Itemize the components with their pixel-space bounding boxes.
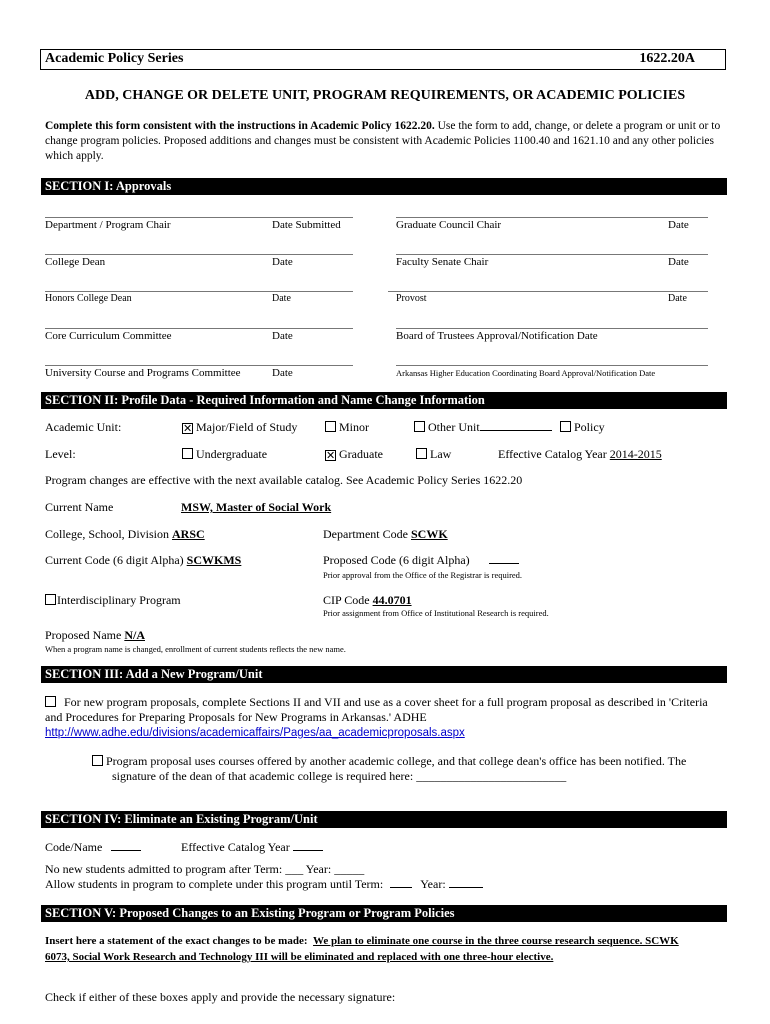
level-option-law[interactable]: Law: [416, 447, 451, 462]
series-title: Academic Policy Series: [45, 51, 184, 66]
effective-note: Program changes are effective with the next available catalog. See Academic Policy Series 1622.20: [45, 473, 523, 487]
code-name-field: Code/Name: [45, 840, 141, 855]
level-label: Level:: [45, 447, 76, 461]
sig-line[interactable]: [45, 328, 353, 329]
unit-option-other[interactable]: Other Unit: [414, 420, 552, 435]
checkbox-icon[interactable]: [416, 448, 427, 459]
dept-code-field: Department Code SCWK: [323, 527, 448, 541]
sig-label: Board of Trustees Approval/Notification Date: [396, 330, 598, 342]
college-value[interactable]: ARSC: [172, 527, 205, 541]
sig-line[interactable]: [45, 291, 353, 292]
elim-catalog-blank[interactable]: [293, 840, 323, 851]
registrar-note: Prior approval from the Office of the Registrar is required.: [323, 570, 523, 580]
other-college-text: Program proposal uses courses offered by another academic college, and that college dean's office has been notified. The signature of the dean of that academic college is required here: _________________________: [92, 754, 722, 784]
proposed-code-field: Proposed Code (6 digit Alpha): [323, 553, 519, 568]
interdisciplinary-option[interactable]: Interdisciplinary Program: [45, 593, 181, 608]
current-code-field: Current Code (6 digit Alpha) SCWKMS: [45, 553, 242, 567]
code-name-blank[interactable]: [111, 840, 141, 851]
term-blank[interactable]: [390, 877, 412, 888]
checkbox-icon[interactable]: [560, 421, 571, 432]
sig-line[interactable]: [388, 291, 708, 292]
sig-label: Arkansas Higher Education Coordinating Board Approval/Notification Date: [396, 368, 656, 378]
changes-statement: [45, 933, 695, 965]
checkbox-checked-icon[interactable]: ✕: [183, 423, 193, 435]
sig-date: Date: [272, 256, 293, 268]
level-option-undergrad[interactable]: Undergraduate: [182, 447, 267, 462]
checkbox-icon[interactable]: [45, 696, 56, 707]
checkbox-checked-icon[interactable]: ✕: [326, 450, 336, 462]
sig-line[interactable]: [396, 328, 708, 329]
sig-label: University Course and Programs Committee: [45, 367, 241, 379]
check-note: Check if either of these boxes apply and provide the necessary signature:: [45, 990, 396, 1004]
sig-label: Graduate Council Chair: [396, 219, 502, 231]
current-name-label: Current Name: [45, 500, 114, 514]
sig-date: Date Submitted: [272, 219, 341, 231]
proposed-name-field: Proposed Name N/A: [45, 628, 145, 642]
section-3-header: SECTION III: Add a New Program/Unit: [41, 666, 727, 683]
sig-date: Date: [668, 256, 689, 268]
intro-rest: Use the form to add, change, or delete a program or unit or to change program policies. Proposed additions and changes must be consistent with Academic Policies 1100.40 and 1621.10 and any other policies which apply.: [45, 120, 721, 162]
year-blank[interactable]: [449, 877, 483, 888]
sig-line[interactable]: [45, 217, 353, 218]
sig-line[interactable]: [396, 365, 708, 366]
academic-unit-label: Academic Unit:: [45, 420, 122, 434]
changes-value[interactable]: We plan to eliminate one course in the three course research sequence. SCWK 6073, Social Work Research and Technology III will be eliminated and replaced with one three-hour elective.: [45, 935, 679, 963]
cip-code-value[interactable]: 44.0701: [372, 593, 412, 607]
sig-line[interactable]: [45, 254, 353, 255]
sig-date: Date: [272, 293, 291, 304]
sig-label: Honors College Dean: [45, 293, 132, 304]
sig-label: College Dean: [45, 256, 106, 268]
proposed-name-value[interactable]: N/A: [124, 628, 145, 642]
sig-date: Date: [668, 219, 689, 231]
dept-code-value[interactable]: SCWK: [410, 527, 448, 541]
level-option-graduate[interactable]: ✕ Graduate: [326, 447, 383, 462]
checkbox-icon[interactable]: [414, 421, 425, 432]
sig-line[interactable]: [45, 365, 353, 366]
current-code-value[interactable]: SCWKMS: [186, 553, 242, 567]
adhe-link[interactable]: http://www.adhe.edu/divisions/academicaffairs/Pages/aa_academicproposals.aspx: [45, 727, 465, 739]
cip-code-field: CIP Code 44.0701: [323, 593, 412, 607]
cip-note: Prior assignment from Office of Institutional Research is required.: [323, 608, 549, 618]
allow-students-line: Allow students in program to complete under this program until Term: Year:: [45, 877, 483, 892]
sig-label: Faculty Senate Chair: [396, 256, 489, 268]
new-program-text: For new program proposals, complete Sections II and VII and use as a cover sheet for a full program proposal as described in 'Criteria and Procedures for Preparing Proposals for New Programs in Arkansas.' ADHE http://www.adhe.edu/divisions/academicaffairs/Pages/aa_academicproposals.aspx: [45, 695, 708, 739]
sig-label: Core Curriculum Committee: [45, 330, 172, 342]
other-unit-blank[interactable]: [480, 420, 552, 431]
unit-option-policy[interactable]: Policy: [560, 420, 605, 435]
sig-date: Date: [272, 330, 293, 342]
policy-number: 1622.20A: [639, 51, 695, 66]
catalog-year-value[interactable]: 2014-2015: [609, 447, 662, 461]
current-name-value[interactable]: MSW, Master of Social Work: [181, 500, 332, 514]
section-1-header: SECTION I: Approvals: [41, 178, 727, 195]
elim-catalog-field: Effective Catalog Year: [181, 840, 323, 855]
section-5-header: SECTION V: Proposed Changes to an Existing Program or Program Policies: [41, 905, 727, 922]
section-2-header: SECTION II: Profile Data - Required Information and Name Change Information: [41, 392, 727, 409]
intro-text: [45, 119, 725, 164]
sig-date: Date: [668, 293, 687, 304]
intro-bold: Complete this form consistent with the instructions in Academic Policy 1622.20.: [45, 120, 435, 132]
proposed-code-blank[interactable]: [489, 553, 519, 564]
sig-line[interactable]: [396, 217, 708, 218]
sig-line[interactable]: [396, 254, 708, 255]
checkbox-icon[interactable]: [182, 448, 193, 459]
form-title: ADD, CHANGE OR DELETE UNIT, PROGRAM REQUIREMENTS, OR ACADEMIC POLICIES: [84, 88, 686, 103]
unit-option-minor[interactable]: Minor: [325, 420, 369, 435]
changes-lead: Insert here a statement of the exact changes to be made:: [45, 935, 308, 947]
catalog-year: Effective Catalog Year 2014-2015: [498, 447, 662, 461]
sig-label: Department / Program Chair: [45, 219, 171, 231]
unit-option-major[interactable]: ✕ Major/Field of Study: [183, 420, 298, 435]
checkbox-icon[interactable]: [325, 421, 336, 432]
checkbox-icon[interactable]: [92, 755, 103, 766]
proposed-name-note: When a program name is changed, enrollment of current students reflects the new name.: [45, 644, 346, 654]
checkbox-icon[interactable]: [45, 594, 56, 605]
section-4-header: SECTION IV: Eliminate an Existing Program/Unit: [41, 811, 727, 828]
sig-date: Date: [272, 367, 293, 379]
college-field: College, School, Division ARSC: [45, 527, 205, 541]
header-box: [40, 49, 726, 70]
no-new-students-line: No new students admitted to program after Term: ___ Year: _____: [45, 862, 365, 876]
sig-label: Provost: [396, 293, 427, 304]
